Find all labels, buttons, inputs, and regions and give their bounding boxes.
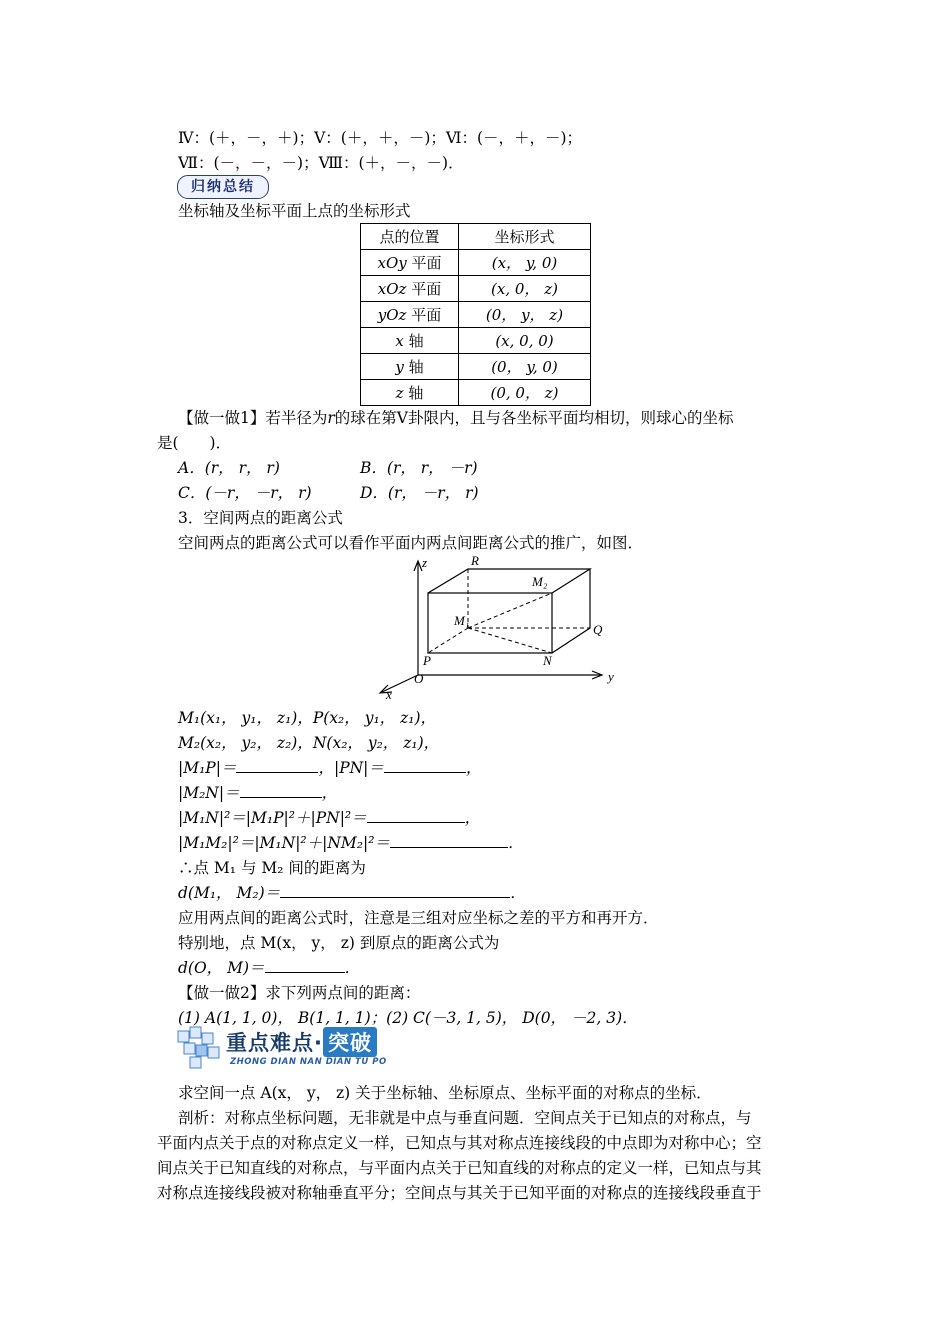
exercise1-question-cont: 是( )． (157, 434, 232, 452)
m1-n-segment (468, 628, 552, 653)
coordinate-form-table (360, 223, 591, 406)
label-z: z (422, 555, 428, 570)
table-row (361, 302, 591, 328)
table-header-row (361, 224, 591, 250)
label-m2: M₂ (532, 574, 548, 589)
table-cell: (0， y, 0) (459, 354, 591, 380)
special-case: 特别地，点 M(x， y， z) 到原点的距离公式为 (178, 934, 500, 952)
distance-blank[interactable] (280, 883, 510, 898)
analysis-line-3: 间点关于已知直线的对称点，与平面内点关于已知直线的对称点的定义一样，已知点与其 (157, 1159, 762, 1177)
octant-line-2: Ⅶ：(－，－，－)；Ⅷ：(＋，－，－)． (178, 154, 464, 172)
table-row (361, 354, 591, 380)
exercise1-question (178, 408, 734, 428)
table-cell: (x, 0, 0) (459, 328, 591, 354)
banner-title-b: 突破 (323, 1027, 377, 1057)
position-kind: 轴 (408, 332, 424, 350)
position-kind: 平面 (411, 254, 442, 272)
therefore-line: ∴点 M₁ 与 M₂ 间的距离为 (178, 859, 366, 877)
label-o: O (414, 671, 424, 686)
label-q: Q (593, 622, 603, 637)
cuboid-figure (372, 555, 632, 700)
section-heading: 3．空间两点的距离公式 (178, 509, 343, 527)
d-label: d(M₁， M₂)＝ (178, 884, 281, 902)
table-row (361, 250, 591, 276)
option-b: B．(r， r， －r) (360, 459, 478, 477)
table-cell: (0， y， z) (459, 302, 591, 328)
banner-title (226, 1027, 377, 1057)
option-a: A．(r， r， r) (178, 459, 280, 477)
exercise2-question: 【做一做2】求下列两点间的距离： (178, 984, 421, 1002)
hidden-edge (428, 628, 468, 653)
label-y: y (608, 669, 614, 684)
pn-blank[interactable] (384, 758, 466, 773)
octant-line-1: Ⅳ：(＋，－，＋)；Ⅴ：(＋，＋，－)；Ⅵ：(－，＋，－)； (178, 129, 583, 147)
position-kind: 轴 (408, 384, 424, 402)
points-m2-n: M₂(x₂， y₂， z₂)，N(x₂， y₂， z₁)， (178, 734, 440, 752)
m1m2-blank[interactable] (390, 833, 508, 848)
m1m2-label: |M₁M₂|²＝|M₁N|²＋|NM₂|²＝ (178, 834, 390, 852)
label-m1: M₁ (454, 613, 470, 628)
position-variable: yOz (377, 306, 407, 324)
label-x: x (386, 687, 392, 700)
analysis-line-2: 平面内点关于点的对称点定义一样，已知点与其对称点连接线段的中点即为对称中心；空 (157, 1134, 762, 1152)
position-variable: xOz (377, 280, 407, 298)
summary-intro: 坐标轴及坐标平面上点的坐标形式 (178, 202, 411, 220)
m1p-blank[interactable] (236, 758, 318, 773)
table-row (361, 328, 591, 354)
table-row (361, 276, 591, 302)
table-cell: (x, 0， z) (459, 276, 591, 302)
position-kind: 轴 (408, 358, 424, 376)
radius-variable: r (327, 409, 335, 427)
table-cell (361, 302, 459, 328)
distance-m1m2-squared: |M₁M₂|²＝|M₁N|²＋|NM₂|²＝ ． (178, 834, 524, 852)
m2n-label: |M₂N|＝ (178, 784, 240, 802)
option-c: C．(－r， －r， r) (178, 484, 312, 502)
table-cell: (0, 0， z) (459, 380, 591, 406)
exercise1-text-a: 【做一做1】若半径为 (178, 409, 328, 427)
summary-badge: 归纳总结 (177, 175, 269, 199)
front-face (428, 593, 552, 653)
d0-label: d(O， M)＝ (178, 959, 265, 977)
table-cell: (x， y, 0) (459, 250, 591, 276)
top-face (428, 569, 590, 593)
table-cell (361, 354, 459, 380)
banner-subtitle: ZHONG DIAN NAN DIAN TU PO (230, 1057, 387, 1067)
table-header: 点的位置 (361, 224, 459, 250)
position-variable: y (395, 358, 404, 376)
table-row (361, 380, 591, 406)
m1n-blank[interactable] (367, 808, 465, 823)
m1-m2-segment (468, 593, 552, 628)
table-cell (361, 328, 459, 354)
label-n: N (543, 653, 552, 668)
analysis-line-4: 对称点连接线段被对称轴垂直平分；空间点与其关于已知平面的对称点的连接线段垂直于 (157, 1184, 762, 1202)
problem-statement: 求空间一点 A(x， y， z) 关于坐标轴、坐标原点、坐标平面的对称点的坐标． (178, 1084, 712, 1102)
position-kind: 平面 (411, 306, 442, 324)
points-m1-p: M₁(x₁， y₁， z₁)，P(x₂， y₁， z₁)， (178, 709, 437, 727)
table-cell (361, 380, 459, 406)
position-variable: z (395, 384, 404, 402)
formula-note: 应用两点间的距离公式时，注意是三组对应坐标之差的平方和再开方． (178, 909, 659, 927)
exercise2-items: (1) A(1, 1, 0)， B(1, 1, 1)；(2) C(－3, 1, 5)， D(0， －2, 3)． (178, 1009, 638, 1027)
option-d: D．(r， －r， r) (360, 484, 479, 502)
label-p: P (423, 653, 431, 668)
distance-m1p-pn: |M₁P|＝ ，|PN|＝ ， (178, 759, 482, 777)
distance-m2n: |M₂N|＝ ， (178, 784, 338, 802)
section-intro: 空间两点的距离公式可以看作平面内两点间距离公式的推广，如图． (178, 534, 644, 552)
m2n-blank[interactable] (240, 783, 322, 798)
exercise1-text-b: 的球在第Ⅴ卦限内，且与各坐标平面均相切，则球心的坐标 (334, 409, 734, 427)
cube-cluster-icon (172, 1025, 228, 1071)
label-r: R (471, 555, 479, 568)
table-cell (361, 250, 459, 276)
distance-formula: d(M₁， M₂)＝ ． (178, 884, 526, 902)
origin-distance-formula: d(O， M)＝ ． (178, 959, 361, 977)
position-kind: 平面 (411, 280, 442, 298)
section-banner (172, 1023, 397, 1075)
origin-distance-blank[interactable] (265, 958, 345, 973)
distance-m1n-squared: |M₁N|²＝|M₁P|²＋|PN|²＝ ， (178, 809, 481, 827)
m1n-label: |M₁N|²＝|M₁P|²＋|PN|²＝ (178, 809, 367, 827)
banner-title-a: 重点难点· (226, 1031, 323, 1055)
table-header: 坐标形式 (459, 224, 591, 250)
m1p-label: |M₁P|＝ (178, 759, 237, 777)
table-cell (361, 276, 459, 302)
analysis-line-1: 剖析：对称点坐标问题，无非就是中点与垂直问题．空间点关于已知点的对称点，与 (178, 1109, 752, 1127)
position-variable: x (395, 332, 404, 350)
pn-label: ，|PN|＝ (318, 759, 384, 777)
position-variable: xOy (377, 254, 407, 272)
